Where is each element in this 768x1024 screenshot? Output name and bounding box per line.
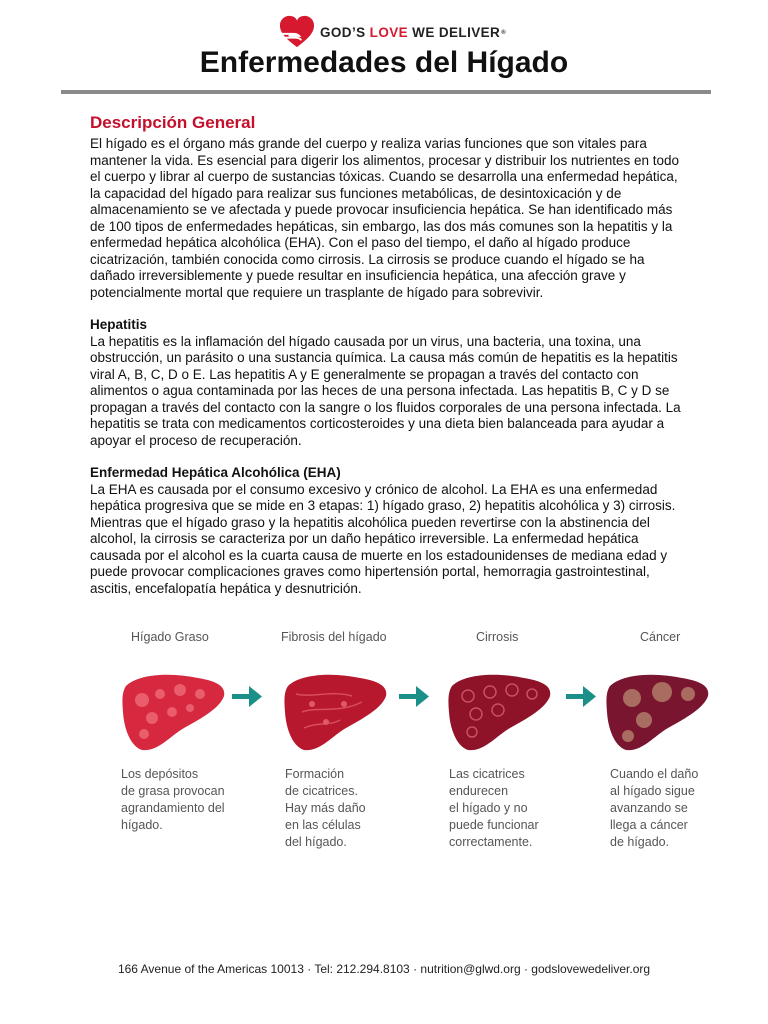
stage-title-fatty-liver: Hígado Graso: [131, 630, 209, 644]
overview-paragraph: El hígado es el órgano más grande del cuerpo y realiza varias funciones que son vitales para mantener la vida. Es esencial para digerir los alimentos, procesar y distribuir los nutrientes en todo el cuerpo y librar al cuerpo de sustancias tóxicas. Cuando se desarrolla una enfermedad hepática, la capacidad del hígado para realizar sus funciones metabólicas, de desintoxicación y de almacenamiento se ve afectada y puede provocar insuficiencia hepática. Se han identificado más de 100 tipos de enfermedades hepáticas, sin embargo, las dos más comunes son la hepatitis y la enfermedad hepática alcohólica (EHA). Con el paso del tiempo, el daño al hígado produce cicatrización, también conocida como cirrosis. La cirrosis se produce cuando el hígado se ha dañado irreversiblemente y puede resultar en insuficiencia hepática, una afección grave y potencialmente mortal que requiere un trasplante de hígado para sobrevivir.: [90, 136, 680, 300]
stage-desc-fibrosis: Formación de cicatrices. Hay más daño en las células del hígado.: [285, 767, 366, 849]
brand-name: GOD’S LOVE WE DELIVER®: [320, 24, 507, 40]
arrow-right-icon: [399, 684, 431, 708]
cirrhosis-liver-icon: [446, 666, 554, 754]
overview-heading: Descripción General: [90, 113, 256, 132]
cancer-liver-icon: [604, 666, 712, 754]
fatty-liver-icon: [120, 666, 228, 754]
stage-title-fibrosis: Fibrosis del hígado: [281, 630, 387, 644]
hepatitis-paragraph: La hepatitis es la inflamación del hígado causada por un virus, una bacteria, una toxina, una obstrucción, un parásito o una sustancia química. La causa más común de hepatitis es la hepatitis viral A, B, C, D o E. Las hepatitis A y E generalmente se propagan a través del contacto con alimentos o agua contaminada por las heces de una persona infectada. Las hepatitis B, C y D se propagan a través del contacto con la sangre o los fluidos corporales de una persona infectada. La hepatitis se trata con medicamentos corticosteroides y una dieta bien balanceada para ayudar a apoyar el proceso de recuperación.: [90, 333, 681, 448]
stage-title-cirrhosis: Cirrosis: [476, 630, 519, 644]
fibrosis-liver-icon: [282, 666, 390, 754]
hepatitis-heading: Hepatitis: [90, 317, 148, 332]
footer-contact: 166 Avenue of the Americas 10013 · Tel: 212.294.8103 · nutrition@glwd.org · godslovewedeliver.org: [117, 962, 651, 976]
eha-heading: Enfermedad Hepática Alcohólica (EHA): [90, 465, 341, 480]
stage-desc-fatty-liver: Los depósitos de grasa provocan agrandamiento del hígado.: [121, 767, 225, 832]
brand-logo: [278, 14, 506, 50]
eha-paragraph: La EHA es causada por el consumo excesivo y crónico de alcohol. La EHA es una enfermedad hepática progresiva que se mide en 3 etapas: 1) hígado graso, 2) hepatitis alcohólica y 3) cirrosis. Mientras que el hígado graso y la hepatitis alcohólica pueden revertirse con la abstinencia del alcohol, la cirrosis se caracteriza por un daño hepático irreversible. La enfermedad hepática causada por el alcohol es la cuarta causa de muerte en los estadounidenses de mediana edad y puede provocar complicaciones graves como hipertensión portal, hemorragia gastrointestinal, ascitis, encefalopatía hepática y desnutrición.: [90, 481, 676, 596]
stage-desc-cirrhosis: Las cicatrices endurecen el hígado y no puede funcionar correctamente.: [449, 767, 539, 849]
document-body: [90, 112, 690, 597]
heart-hand-icon: [278, 14, 316, 50]
stage-title-cancer: Cáncer: [640, 630, 681, 644]
arrow-right-icon: [566, 684, 598, 708]
liver-stages-figure: [0, 628, 768, 858]
page-title: Enfermedades del Hígado: [199, 46, 569, 79]
stage-desc-cancer: Cuando el daño al hígado sigue avanzando se llega a cáncer de hígado.: [610, 767, 699, 849]
title-divider: [61, 90, 711, 94]
arrow-right-icon: [232, 684, 264, 708]
